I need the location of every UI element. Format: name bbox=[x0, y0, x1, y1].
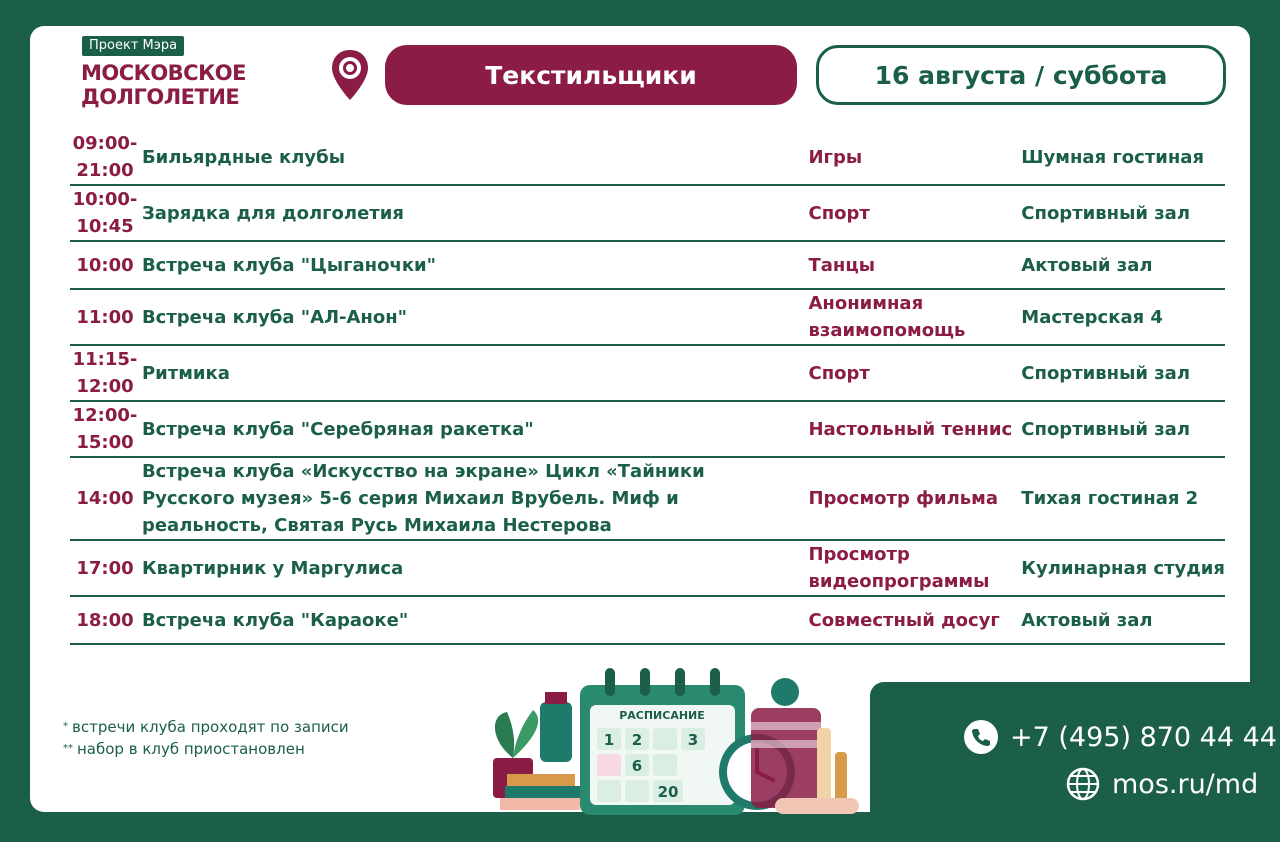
row-time: 14:00 bbox=[70, 457, 140, 540]
phone-number: +7 (495) 870 44 44 bbox=[1010, 721, 1277, 753]
row-room: Спортивный зал bbox=[1021, 345, 1225, 401]
bottom-panel bbox=[870, 682, 1280, 842]
row-time: 11:00 bbox=[70, 289, 140, 345]
row-title: Зарядка для долголетия bbox=[140, 185, 809, 241]
row-title: Квартирник у Маргулиса bbox=[140, 540, 809, 596]
calendar-title: РАСПИСАНИЕ bbox=[619, 709, 705, 722]
globe-icon bbox=[1066, 767, 1100, 801]
calendar-cell-3: 3 bbox=[687, 731, 699, 749]
schedule-row bbox=[70, 457, 1225, 540]
calendar-cell-20: 20 bbox=[657, 783, 679, 801]
row-room: Шумная гостиная bbox=[1021, 130, 1225, 185]
footnote-2: ** набор в клуб приостановлен bbox=[63, 740, 305, 758]
row-time: 11:15-12:00 bbox=[70, 345, 140, 401]
row-title: Встреча клуба "Серебряная ракетка" bbox=[140, 401, 809, 457]
row-room: Тихая гостиная 2 bbox=[1021, 457, 1225, 540]
row-category: Спорт bbox=[808, 185, 1021, 241]
row-category: Просмотр видеопрограммы bbox=[808, 540, 1021, 596]
logo-line2: ДОЛГОЛЕТИЕ bbox=[81, 85, 240, 109]
row-title: Встреча клуба «Искусство на экране» Цикл «Тайники Русского музея» 5-6 серия Михаил Врубель. Миф и реальность, Святая Русь Михаила Нестерова bbox=[140, 457, 809, 540]
schedule-row bbox=[70, 345, 1225, 401]
footnotes bbox=[63, 716, 349, 760]
schedule-row bbox=[70, 130, 1225, 185]
row-room: Спортивный зал bbox=[1021, 185, 1225, 241]
row-room: Спортивный зал bbox=[1021, 401, 1225, 457]
schedule-row bbox=[70, 241, 1225, 289]
logo-line1: МОСКОВСКОЕ bbox=[81, 61, 246, 85]
schedule-row bbox=[70, 289, 1225, 345]
row-time: 10:00 bbox=[70, 241, 140, 289]
row-title: Ритмика bbox=[140, 345, 809, 401]
calendar-cell-1: 1 bbox=[603, 731, 615, 749]
row-room: Кулинарная студия bbox=[1021, 540, 1225, 596]
row-time: 17:00 bbox=[70, 540, 140, 596]
schedule-row bbox=[70, 540, 1225, 596]
row-category: Игры bbox=[808, 130, 1021, 185]
row-room: Актовый зал bbox=[1021, 596, 1225, 644]
row-room: Актовый зал bbox=[1021, 241, 1225, 289]
phone-contact[interactable] bbox=[964, 720, 1277, 754]
website-url: mos.ru/md bbox=[1112, 768, 1259, 800]
row-category: Совместный досуг bbox=[808, 596, 1021, 644]
website-contact[interactable] bbox=[1066, 767, 1258, 801]
schedule-table bbox=[70, 130, 1225, 645]
calendar-cell-6: 6 bbox=[631, 757, 643, 775]
date-label: 16 августа / суббота bbox=[816, 45, 1226, 105]
row-room: Мастерская 4 bbox=[1021, 289, 1225, 345]
schedule-row bbox=[70, 596, 1225, 644]
footnote-1: * встречи клуба проходят по записи bbox=[63, 718, 349, 736]
row-category: Настольный теннис bbox=[808, 401, 1021, 457]
calendar-cell-2: 2 bbox=[631, 731, 643, 749]
row-category: Анонимная взаимопомощь bbox=[808, 289, 1021, 345]
row-time: 12:00-15:00 bbox=[70, 401, 140, 457]
row-time: 09:00-21:00 bbox=[70, 130, 140, 185]
schedule-illustration bbox=[395, 660, 895, 820]
schedule-row bbox=[70, 185, 1225, 241]
schedule-row bbox=[70, 401, 1225, 457]
row-time: 10:00-10:45 bbox=[70, 185, 140, 241]
project-badge: Проект Мэра bbox=[82, 36, 184, 56]
row-title: Бильярдные клубы bbox=[140, 130, 809, 185]
row-title: Встреча клуба "Цыганочки" bbox=[140, 241, 809, 289]
row-title: Встреча клуба "Караоке" bbox=[140, 596, 809, 644]
phone-icon bbox=[964, 720, 998, 754]
location-pin-icon bbox=[330, 48, 370, 102]
row-category: Просмотр фильма bbox=[808, 457, 1021, 540]
row-category: Танцы bbox=[808, 241, 1021, 289]
row-category: Спорт bbox=[808, 345, 1021, 401]
row-time: 18:00 bbox=[70, 596, 140, 644]
row-title: Встреча клуба "АЛ-Анон" bbox=[140, 289, 809, 345]
district-label: Текстильщики bbox=[385, 45, 797, 105]
